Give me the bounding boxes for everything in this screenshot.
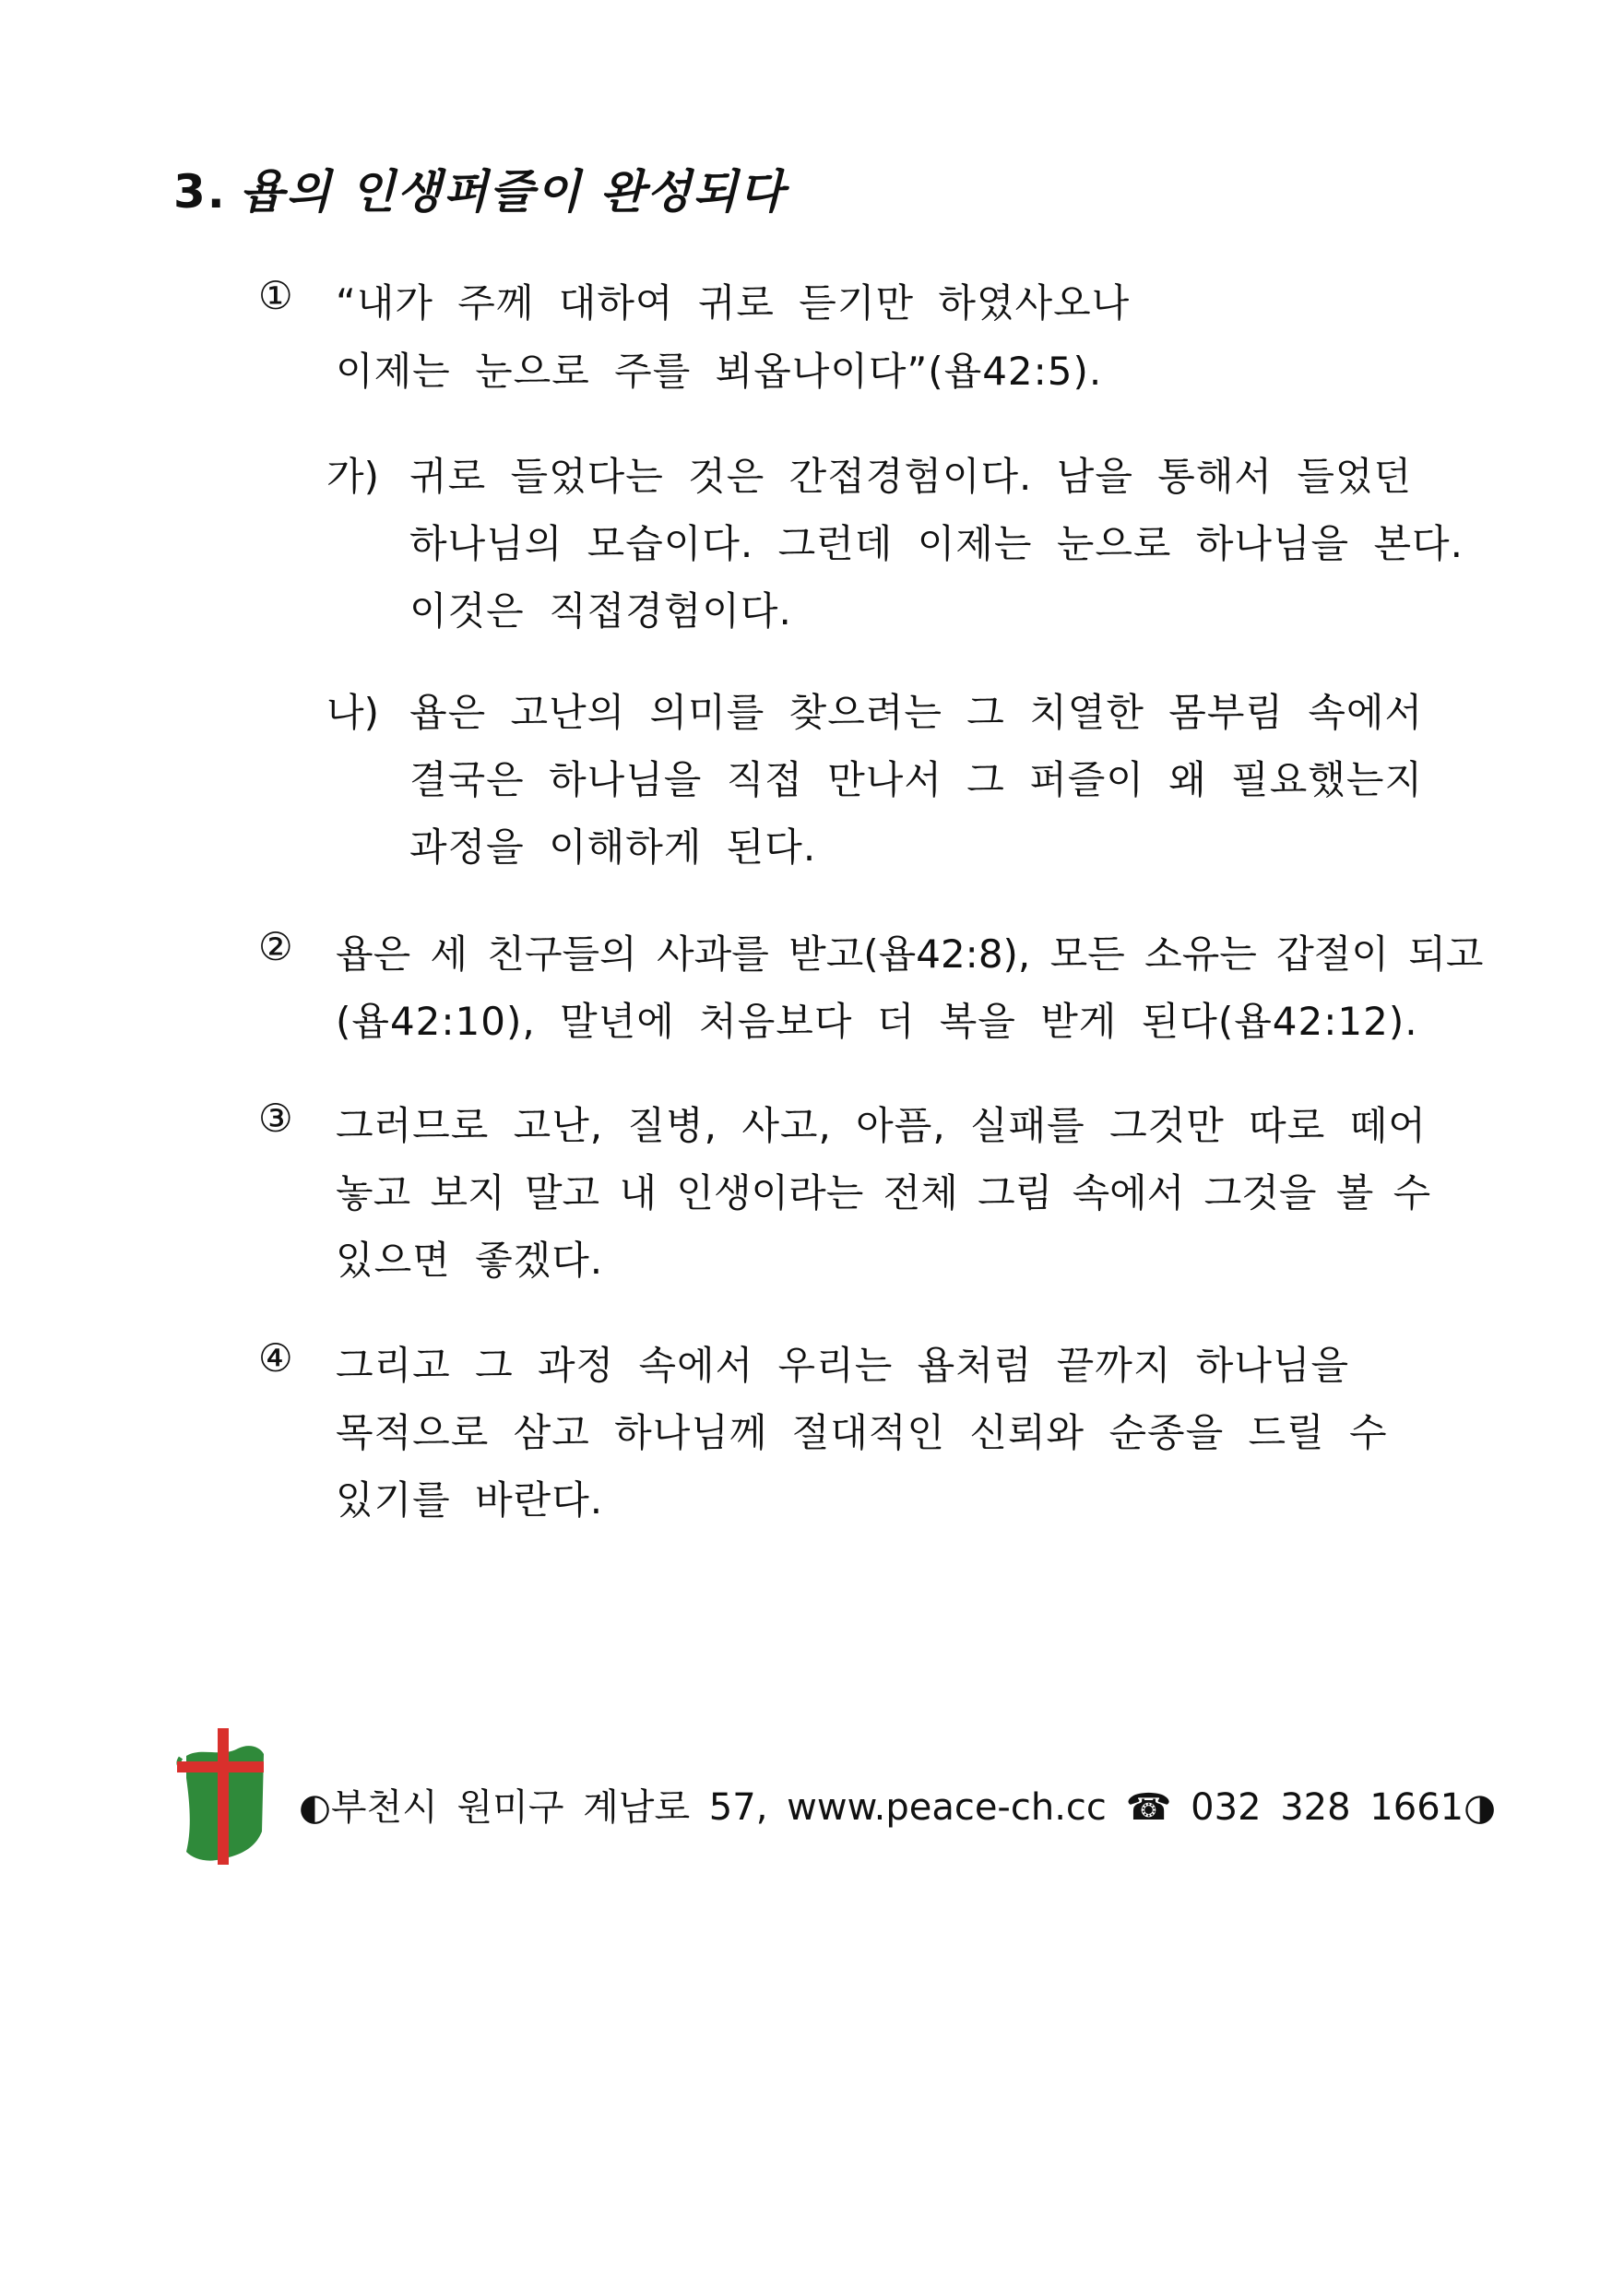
footer-contact: ◐부천시 원미구 계남로 57, www.peace-ch.cc ☎ 032 328 1661◑ bbox=[299, 1786, 1496, 1829]
item-2-line-2: (욥42:10), 말년에 처음보다 더 복을 받게 된다(욥42:12). bbox=[336, 999, 1418, 1044]
subitem-na-marker: 나) bbox=[326, 690, 379, 735]
section-number: 3. bbox=[173, 165, 227, 219]
item-3-line-2: 놓고 보지 말고 내 인생이라는 전체 그림 속에서 그것을 볼 수 bbox=[336, 1170, 1431, 1215]
item-1-line-2: 이제는 눈으로 주를 뵈옵나이다”(욥42:5). bbox=[336, 349, 1103, 394]
subitem-na-line-2: 결국은 하나님을 직접 만나서 그 퍼즐이 왜 필요했는지 bbox=[409, 757, 1424, 802]
item-2-marker: ② bbox=[258, 924, 293, 969]
section-heading bbox=[173, 155, 786, 221]
item-4-line-1: 그리고 그 과정 속에서 우리는 욥처럼 끝까지 하나님을 bbox=[336, 1343, 1350, 1388]
item-4-marker: ④ bbox=[258, 1335, 293, 1381]
item-3-line-3: 있으면 좋겠다. bbox=[336, 1238, 604, 1283]
subitem-na-line-3: 과정을 이해하게 된다. bbox=[409, 824, 817, 870]
item-1-marker: ① bbox=[258, 273, 293, 318]
item-3-line-1: 그러므로 고난, 질병, 사고, 아픔, 실패를 그것만 따로 떼어 bbox=[336, 1103, 1427, 1148]
subitem-ga-marker: 가) bbox=[326, 454, 379, 499]
item-4-line-2: 목적으로 삼고 하나님께 절대적인 신뢰와 순종을 드릴 수 bbox=[336, 1410, 1388, 1455]
section-title: 욥의 인생퍼즐이 완성되다 bbox=[239, 165, 786, 219]
item-3-marker: ③ bbox=[258, 1096, 293, 1141]
subitem-na-line-1: 욥은 고난의 의미를 찾으려는 그 치열한 몸부림 속에서 bbox=[409, 690, 1424, 735]
church-cross-logo-icon bbox=[173, 1721, 269, 1868]
subitem-ga-line-1: 귀로 들었다는 것은 간접경험이다. 남을 통해서 들었던 bbox=[409, 454, 1413, 499]
subitem-ga-line-3: 이것은 직접경험이다. bbox=[409, 588, 792, 634]
item-2-line-1: 욥은 세 친구들의 사과를 받고(욥42:8), 모든 소유는 갑절이 되고 bbox=[336, 931, 1484, 977]
item-1-line-1: “내가 주께 대하여 귀로 듣기만 하였사오나 bbox=[336, 280, 1131, 326]
subitem-ga-line-2: 하나님의 모습이다. 그런데 이제는 눈으로 하나님을 본다. bbox=[409, 521, 1464, 566]
item-4-line-3: 있기를 바란다. bbox=[336, 1477, 604, 1523]
